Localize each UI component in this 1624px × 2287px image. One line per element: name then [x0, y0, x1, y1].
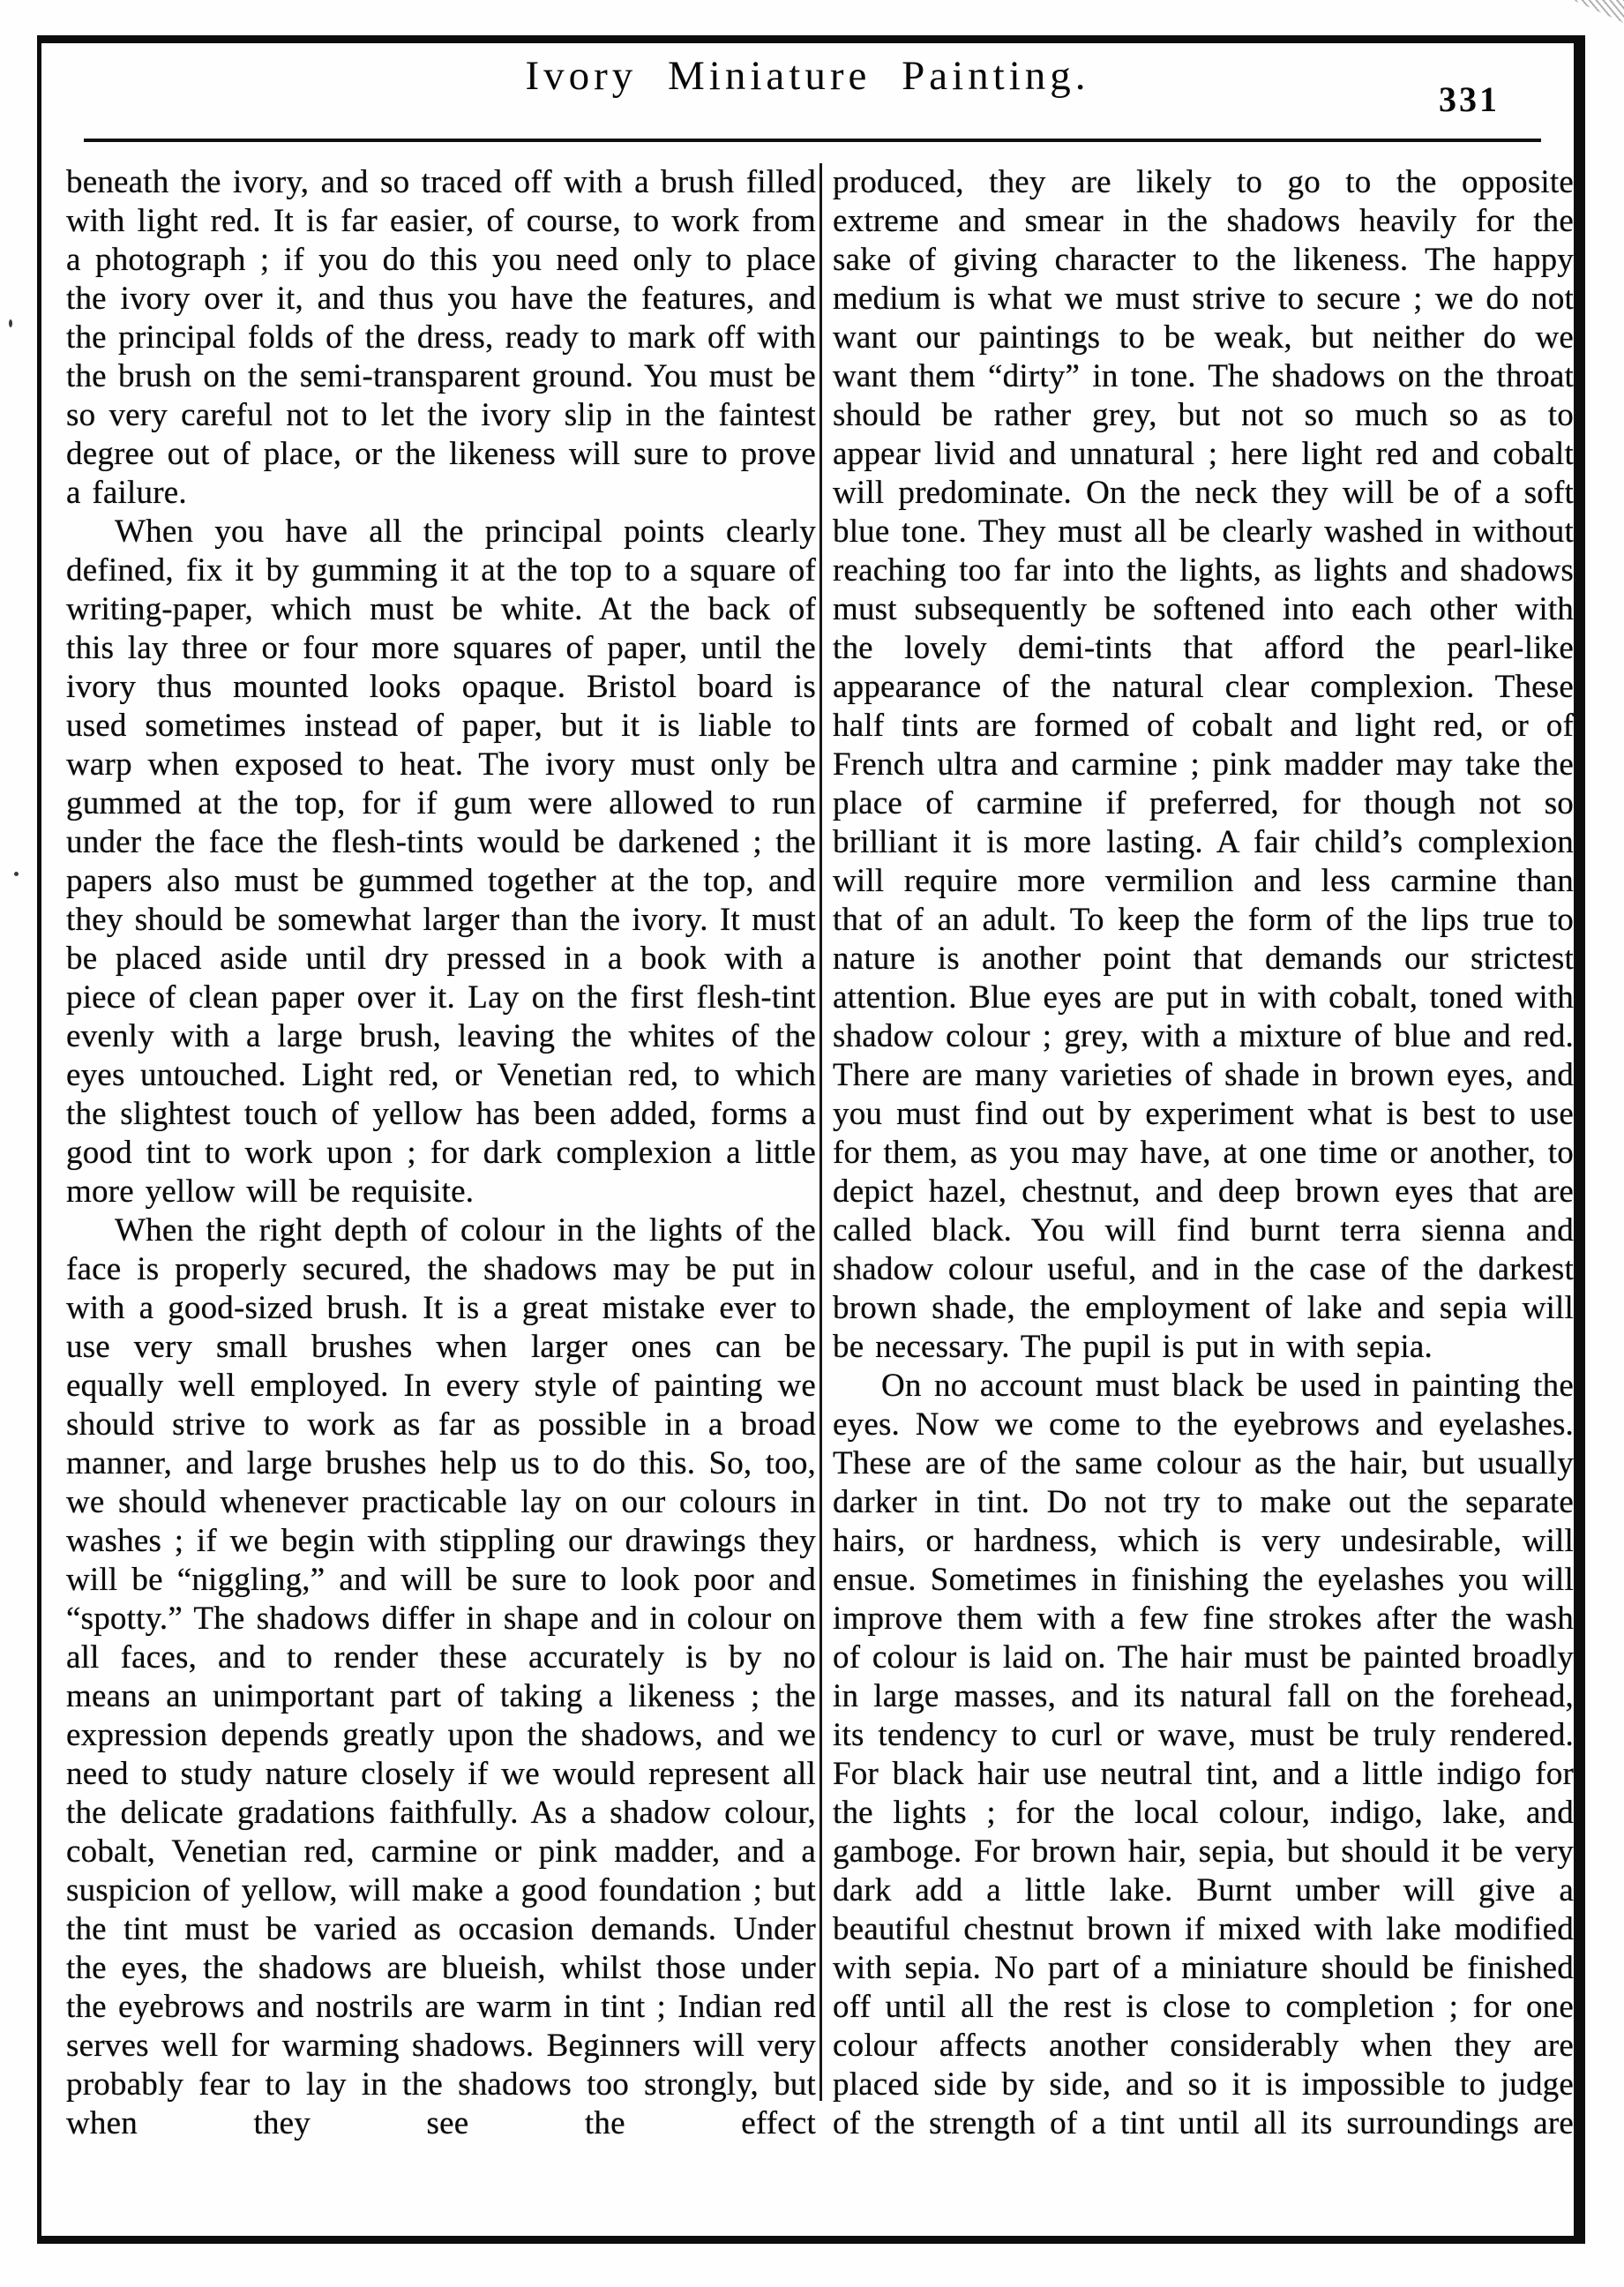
page-title: Ivory Miniature Painting. — [525, 53, 1090, 99]
scan-smudge — [1573, 0, 1624, 23]
left-column — [66, 163, 816, 2143]
scan-speck — [14, 872, 19, 876]
column-divider — [819, 163, 822, 2101]
paragraph: On no account must black be used in painting the eyes. Now we come to the eyebrows and eyelashes. These are of the same colour as the hair, but usually darker in tint. Do not try to make out the separate hairs, or hardness, which is very undesirable, will ensue. Sometimes in finishing the eyelashes you will improve them with a few fine strokes after the wash of colour is laid on. The hair must be painted broadly in large masses, and its natural fall on the forehead, its tendency to curl or wave, must be truly rendered. For black hair use neutral tint, and a little indigo for the lights ; for the local colour, indigo, lake, and gamboge. For brown hair, sepia, but should it be very dark add a little lake. Burnt umber will give a beautiful chestnut brown if mixed with lake modified with sepia. No part of a miniature should be finished off until all the rest is close to completion ; for one colour affects another considerably when they are placed side by side, and so it is impossible to judge of the strength of a tint until all its surroundings are — [833, 1368, 1574, 2141]
right-column — [833, 163, 1574, 2143]
header-rule — [84, 139, 1541, 142]
paragraph: When the right depth of colour in the lights of the face is properly secured, the shadows may be put in with a good-sized brush. It is a great mistake ever to use very small brushes when larger ones can be equally well employed. In every style of painting we should strive to work as far as possible in a broad manner, and large brushes help us to do this. So, too, we should whenever practicable lay on our colours in washes ; if we begin with stippling our drawings they will be “niggling,” and will be sure to look poor and “spotty.” The shadows differ in shape and in colour on all faces, and to render these accurately is by no means an unimportant part of taking a likeness ; the expression depends greatly upon the shadows, and we need to study nature closely if we would represent all the delicate gradations faithfully. As a shadow colour, cobalt, Venetian red, carmine or pink madder, and a suspicion of yellow, will make a good foundation ; but the tint must be varied as occasion demands. Under the eyes, the shadows are blueish, whilst those under the eyebrows and nostrils are warm in tint ; Indian red serves well for warming shadows. Beginners will very probably fear to lay in the shadows too strongly, but when they see the effect — [66, 1212, 816, 2141]
paragraph-continuation: produced, they are likely to go to the opposite extreme and smear in the shadows heavily for the sake of giving character to the likeness. The happy medium is what we must strive to secure ; we do not want our paintings to be weak, but neither do we want them “dirty” in tone. The shadows on the throat should be rather grey, but not so much so as to appear livid and unnatural ; here light red and cobalt will predominate. On the neck they will be of a soft blue tone. They must all be clearly washed in without reaching too far into the lights, as lights and shadows must subsequently be softened into each other with the lovely demi-tints that afford the pearl-like appearance of the natural clear complexion. These half tints are formed of cobalt and light red, or of French ultra and carmine ; pink madder may take the place of carmine if preferred, for though not so brilliant it is more lasting. A fair child’s complexion will require more vermilion and less carmine than that of an adult. To keep the form of the lips true to nature is another point that demands our strictest attention. Blue eyes are put in with cobalt, toned with shadow colour ; grey, with a mixture of blue and red. There are many varieties of shade in brown eyes, and you must find out by experiment what is best to use for them, as you may have, at one time or another, to depict hazel, chestnut, and deep brown eyes that are called black. You will find burnt terra sienna and shadow colour useful, and in the case of the darkest brown shade, the employment of lake and sepia will be necessary. The pupil is put in with sepia. — [833, 164, 1574, 1365]
text-columns — [41, 163, 1574, 2143]
page-header — [41, 52, 1574, 126]
scan-speck — [9, 319, 12, 327]
paragraph: When you have all the principal points clearly defined, fix it by gumming it at the top to a square of writing-paper, which must be white. At the back of this lay three or four more squares of paper, until the ivory thus mounted looks opaque. Bristol board is used sometimes instead of paper, but it is liable to warp when exposed to heat. The ivory must only be gummed at the top, for if gum were allowed to run under the face the flesh-tints would be darkened ; the papers also must be gummed together at the top, and they should be somewhat larger than the ivory. It must be placed aside until dry pressed in a book with a piece of clean paper over it. Lay on the first flesh-tint evenly with a large brush, leaving the whites of the eyes untouched. Light red, or Venetian red, to which the slightest touch of yellow has been added, forms a good tint to work upon ; for dark complexion a little more yellow will be requisite. — [66, 514, 816, 1210]
page-frame — [37, 35, 1585, 2244]
paragraph-continuation: beneath the ivory, and so traced off with a brush filled with light red. It is far easier, of course, to work from a photograph ; if you do this you need only to place the ivory over it, and thus you have the features, and the principal folds of the dress, ready to mark off with the brush on the semi-transparent ground. You must be so very careful not to let the ivory slip in the faintest degree out of place, or the likeness will sure to prove a failure. — [66, 164, 816, 511]
page-number: 331 — [1439, 79, 1500, 119]
